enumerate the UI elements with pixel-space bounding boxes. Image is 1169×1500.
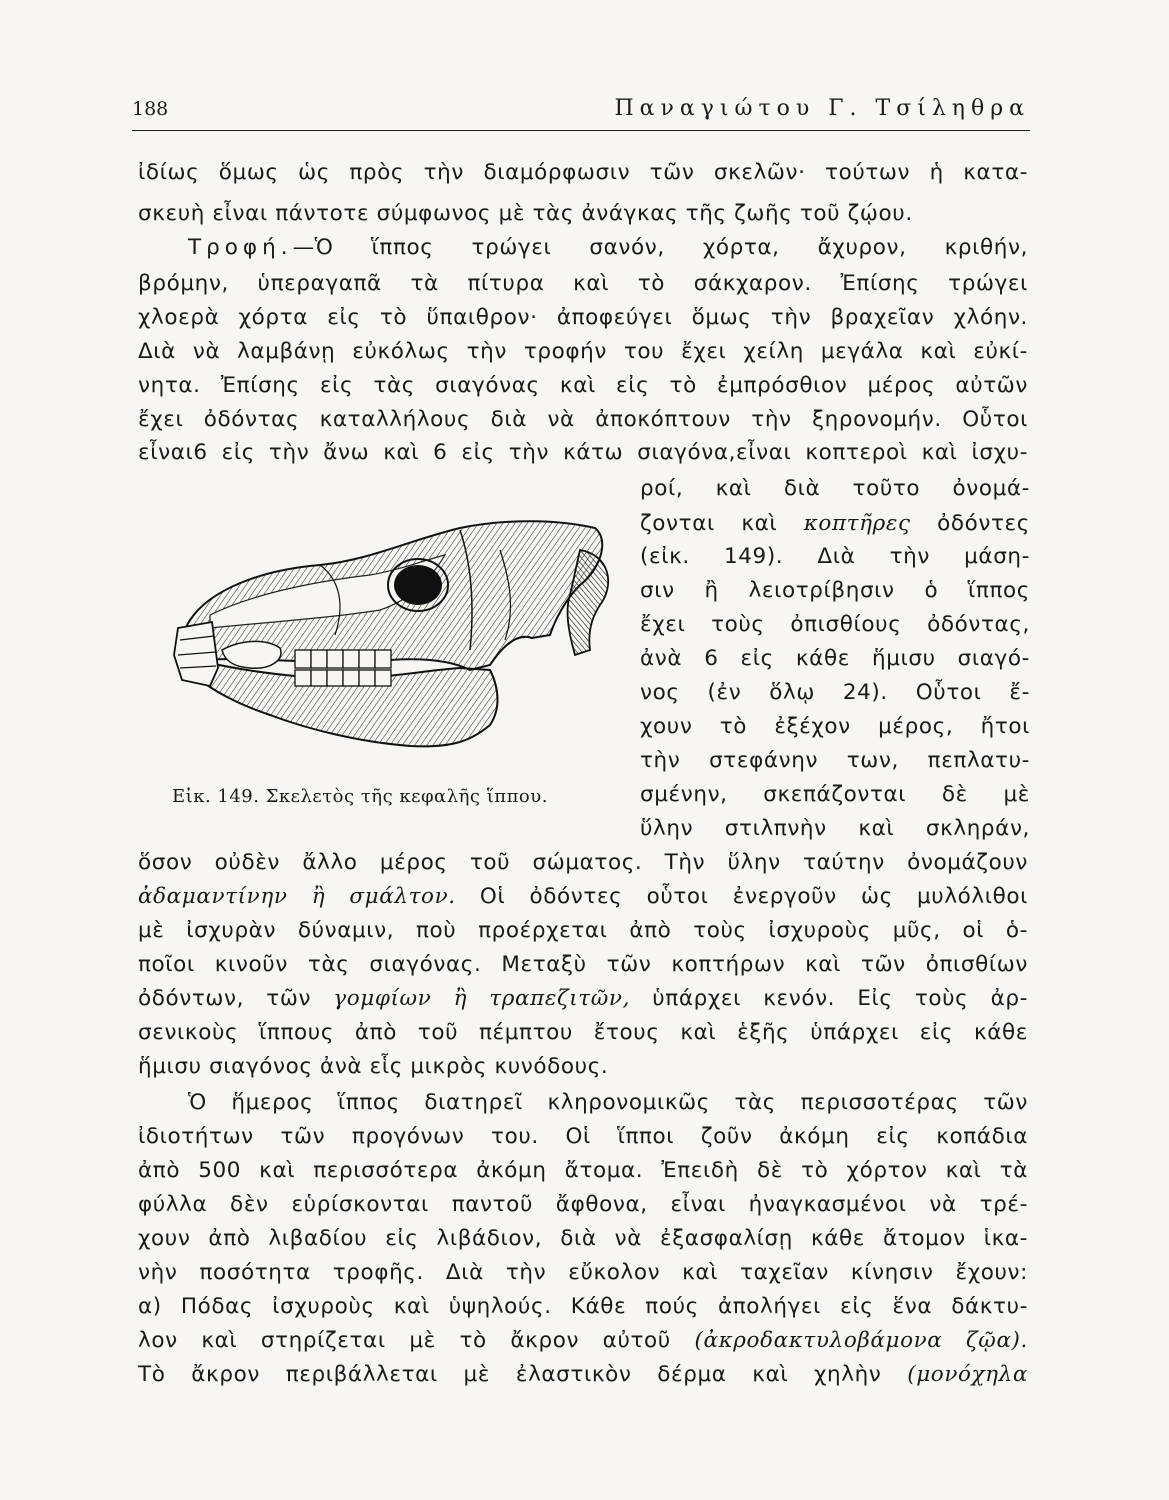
text-line: ροί, καὶ διὰ τοῦτο ὀνομά- [640, 476, 1030, 501]
text-line: Ὁ ἥμερος ἵππος διατηρεῖ κληρονομικῶς τὰς περισσοτέρας τῶν [188, 1090, 1028, 1115]
text-line: σμένην, σκεπάζονται δὲ μὲ [640, 782, 1030, 807]
section-term: Τροφή. [188, 235, 293, 260]
running-head: Παναγιώτου Γ. Τσίληθρα [614, 96, 1030, 121]
text-line: ἥμισυ σιαγόνος ἀνὰ εἷς μικρὸς κυνόδους. [138, 1054, 609, 1079]
italic-term: (ἀκροδακτυλοβάμονα ζῷα). [694, 1328, 1028, 1353]
text-line: βρόμην, ὑπεραγαπᾶ τὰ πίτυρα καὶ τὸ σάκχαρον. Ἐπίσης τρώγει [138, 271, 1028, 296]
page-header [132, 96, 1030, 131]
text-line: σκευὴ εἶναι πάντοτε σύμφωνος μὲ τὰς ἀνάγκας τῆς ζωῆς τοῦ ζῴου. [138, 201, 913, 226]
text-line: ἰδιοτήτων τῶν προγόνων του. Οἱ ἵπποι ζοῦν ἀκόμη εἰς κοπάδια [138, 1124, 1028, 1149]
text-line: νος (ἐν ὅλῳ 24). Οὗτοι ἔ- [640, 680, 1030, 705]
text-line: ἔχει ὀδόντας καταλλήλους διὰ νὰ ἀποκόπτουν τὴν ξηρονομήν. Οὗτοι [138, 407, 1028, 432]
text-line: εἶναι6 εἰς τὴν ἄνω καὶ 6 εἰς τὴν κάτω σιαγόνα,εἶναι κοπτεροὶ καὶ ἰσχυ- [138, 440, 1028, 465]
text-line: ἀπὸ 500 καὶ περισσότερα ἀκόμη ἄτομα. Ἐπειδὴ δὲ τὸ χόρτον καὶ τὰ [138, 1158, 1028, 1183]
text-span: Οἱ ὀδόντες οὗτοι ἐνεργοῦν ὡς μυλόλιθοι [479, 884, 1028, 909]
horse-skull-illustration [170, 510, 630, 770]
text-line: ἀνὰ 6 εἰς κάθε ἥμισυ σιαγό- [640, 646, 1030, 671]
text-span: ὑπάρχει κενόν. Εἰς τοὺς ἀρ- [652, 986, 1029, 1011]
text-line: ἰδίως ὅμως ὡς πρὸς τὴν διαμόρφωσιν τῶν σκελῶν· τούτων ἡ κατα- [138, 160, 1028, 185]
text-line: Διὰ νὰ λαμβάνῃ εὐκόλως τὴν τροφήν του ἔχει χείλη μεγάλα καὶ εὐκί- [138, 339, 1028, 364]
text-span: λον καὶ στηρίζεται μὲ τὸ ἄκρον αὐτοῦ [138, 1328, 671, 1353]
text-line [138, 1360, 1028, 1390]
text-span: ζονται καὶ [640, 511, 778, 536]
text-line [138, 882, 1028, 912]
page-number: 188 [132, 98, 169, 120]
text-span: Τὸ ἄκρον περιβάλλεται μὲ ἐλαστικὸν δέρμα καὶ χηλὴν [138, 1362, 882, 1387]
italic-term: κοπτῆρες [803, 511, 911, 536]
text-line [188, 233, 1028, 263]
text-span: ὀδόντες [937, 511, 1030, 536]
text-span: —Ὁ ἵππος τρώγει σανόν, χόρτα, ἄχυρον, κριθήν, [292, 235, 1028, 260]
text-line [138, 1326, 1028, 1356]
text-line: νὴν ποσότητα τροφῆς. Διὰ τὴν εὔκολον καὶ ταχεῖαν κίνησιν ἔχουν: [138, 1260, 1028, 1285]
text-line: μὲ ἰσχυρὰν δύναμιν, ποὺ προέρχεται ἀπὸ τοὺς ἰσχυροὺς μῦς, οἱ ὁ- [138, 918, 1028, 943]
text-line: χουν ἀπὸ λιβαδίου εἰς λιβάδιον, διὰ νὰ ἐξασφαλίσῃ κάθε ἄτομον ἱκα- [138, 1226, 1028, 1251]
text-line: σιν ἢ λειοτρίβησιν ὁ ἵππος [640, 578, 1030, 603]
text-span: ὀδόντων, τῶν [138, 986, 312, 1011]
text-line [640, 509, 1030, 539]
text-line: χλοερὰ χόρτα εἰς τὸ ὕπαιθρον· ἀποφεύγει ὅμως τὴν βραχεῖαν χλόην. [138, 305, 1028, 330]
text-line: α) Πόδας ἰσχυροὺς καὶ ὑψηλούς. Κάθε πούς ἀπολήγει εἰς ἕνα δάκτυ- [138, 1294, 1028, 1319]
italic-term: (μονόχηλα [907, 1362, 1028, 1387]
italic-term: γομφίων ἢ τραπεζιτῶν, [333, 986, 631, 1011]
text-line: χουν τὸ ἐξέχον μέρος, ἤτοι [640, 714, 1030, 739]
text-line: σενικοὺς ἵππους ἀπὸ τοῦ πέμπτου ἔτους καὶ ἑξῆς ὑπάρχει εἰς κάθε [138, 1020, 1028, 1045]
italic-term: ἀδαμαντίνην ἢ σμάλτον. [138, 884, 456, 909]
text-line: νητα. Ἐπίσης εἰς τὰς σιαγόνας καὶ εἰς τὸ ἐμπρόσθιον μέρος αὐτῶν [138, 373, 1028, 398]
text-line [138, 984, 1028, 1014]
text-line: φύλλα δὲν εὑρίσκονται παντοῦ ἄφθονα, εἶναι ἠναγκασμένοι νὰ τρέ- [138, 1192, 1028, 1217]
text-line: ὕλην στιλπνὴν καὶ σκληράν, [640, 816, 1030, 841]
text-line: ὅσον οὐδὲν ἄλλο μέρος τοῦ σώματος. Τὴν ὕλην ταύτην ὀνομάζουν [138, 850, 1028, 875]
text-line: ποῖοι κινοῦν τὰς σιαγόνας. Μεταξὺ τῶν κοπτήρων καὶ τῶν ὀπισθίων [138, 952, 1028, 977]
figure-caption: Εἰκ. 149. Σκελετὸς τῆς κεφαλῆς ἵππου. [172, 786, 548, 807]
text-line: (εἰκ. 149). Διὰ τὴν μάση- [640, 544, 1030, 569]
text-line: ἔχει τοὺς ὀπισθίους ὀδόντας, [640, 612, 1030, 637]
text-line: τὴν στεφάνην των, πεπλατυ- [640, 748, 1030, 773]
